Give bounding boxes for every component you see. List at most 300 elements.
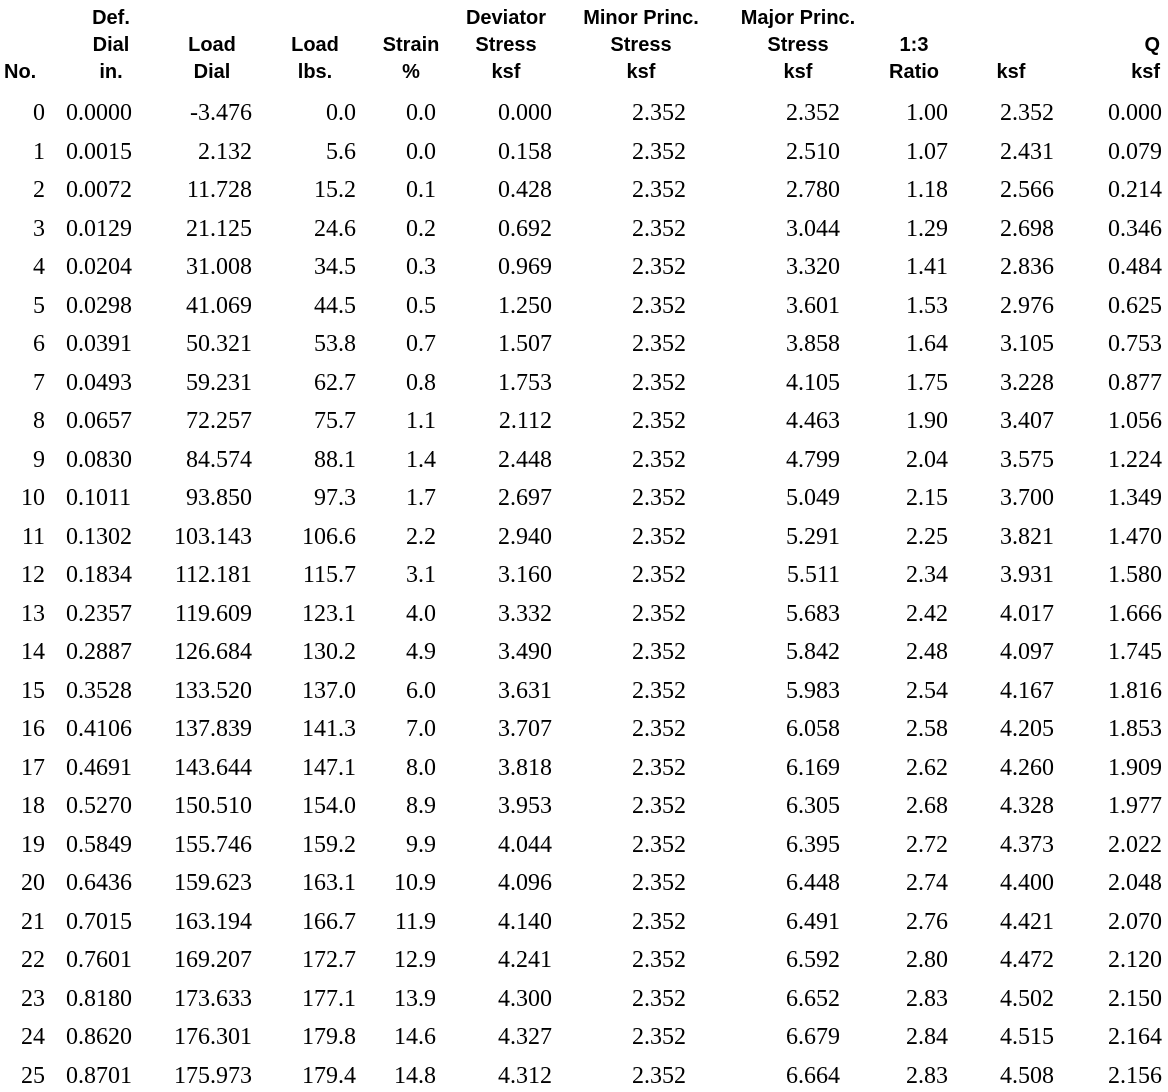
table-cell-ksf: 3.105 <box>1000 331 1054 357</box>
table-cell-strain: 1.4 <box>406 447 436 473</box>
table-cell-ksf: 3.700 <box>1000 485 1054 511</box>
table-cell-ksf: 2.431 <box>1000 139 1054 165</box>
table-cell-def-dial: 0.8701 <box>66 1063 132 1089</box>
table-cell-strain: 12.9 <box>394 947 436 973</box>
table-cell-def-dial: 0.8620 <box>66 1024 132 1050</box>
table-cell-ksf: 3.821 <box>1000 524 1054 550</box>
table-cell-deviator-stress: 2.448 <box>498 447 552 473</box>
table-cell-major-princ-stress: 6.305 <box>786 793 840 819</box>
column-header-def-dial-line-1: Def. <box>92 7 130 29</box>
table-cell-q: 1.745 <box>1108 639 1162 665</box>
table-cell-ratio: 1.18 <box>906 177 948 203</box>
table-cell-load-lbs: 179.4 <box>302 1063 356 1089</box>
table-cell-q: 0.214 <box>1108 177 1162 203</box>
table-cell-load-lbs: 75.7 <box>314 408 356 434</box>
table-cell-no: 22 <box>21 947 45 973</box>
table-cell-ratio: 2.25 <box>906 524 948 550</box>
table-cell-load-dial: 176.301 <box>174 1024 252 1050</box>
table-cell-load-dial: 143.644 <box>174 755 252 781</box>
column-header-no-line-3: No. <box>4 61 37 83</box>
table-cell-ksf: 4.017 <box>1000 601 1054 627</box>
table-cell-major-princ-stress: 5.049 <box>786 485 840 511</box>
table-cell-no: 11 <box>21 524 45 550</box>
table-cell-ratio: 2.54 <box>906 678 948 704</box>
table-cell-q: 0.877 <box>1108 370 1162 396</box>
table-cell-q: 1.580 <box>1108 562 1162 588</box>
table-cell-load-lbs: 0.0 <box>326 100 356 126</box>
table-cell-deviator-stress: 0.158 <box>498 139 552 165</box>
table-cell-ksf: 3.407 <box>1000 408 1054 434</box>
table-cell-ratio: 2.84 <box>906 1024 948 1050</box>
table-cell-major-princ-stress: 6.592 <box>786 947 840 973</box>
column-header-major-princ-stress-line-1: Major Princ. <box>740 7 856 29</box>
table-cell-load-dial: 133.520 <box>174 678 252 704</box>
table-cell-ksf: 3.931 <box>1000 562 1054 588</box>
table-cell-load-dial: 137.839 <box>174 716 252 742</box>
table-cell-def-dial: 0.0391 <box>66 331 132 357</box>
table-cell-load-lbs: 88.1 <box>314 447 356 473</box>
table-cell-load-dial: 103.143 <box>174 524 252 550</box>
table-cell-load-lbs: 172.7 <box>302 947 356 973</box>
table-cell-ratio: 1.75 <box>906 370 948 396</box>
table-cell-def-dial: 0.1011 <box>66 485 132 511</box>
table-cell-no: 2 <box>33 177 45 203</box>
table-cell-ratio: 1.64 <box>906 331 948 357</box>
table-cell-minor-princ-stress: 2.352 <box>632 678 686 704</box>
table-cell-strain: 10.9 <box>394 870 436 896</box>
table-cell-load-dial: 41.069 <box>186 293 252 319</box>
table-cell-minor-princ-stress: 2.352 <box>632 601 686 627</box>
table-cell-ksf: 4.328 <box>1000 793 1054 819</box>
table-cell-deviator-stress: 0.969 <box>498 254 552 280</box>
column-header-strain-line-3: % <box>402 61 420 83</box>
table-cell-q: 1.853 <box>1108 716 1162 742</box>
table-cell-ksf: 4.508 <box>1000 1063 1054 1089</box>
table-cell-def-dial: 0.8180 <box>66 986 132 1012</box>
column-header-load-lbs-line-2: Load <box>291 34 339 56</box>
table-cell-load-dial: 31.008 <box>186 254 252 280</box>
table-cell-load-lbs: 115.7 <box>302 562 356 588</box>
table-cell-def-dial: 0.3528 <box>66 678 132 704</box>
table-cell-q: 1.977 <box>1108 793 1162 819</box>
table-cell-no: 15 <box>21 678 45 704</box>
table-cell-load-dial: 72.257 <box>186 408 252 434</box>
table-cell-deviator-stress: 1.753 <box>498 370 552 396</box>
table-cell-strain: 0.3 <box>406 254 436 280</box>
column-header-load-dial-line-2: Load <box>188 34 236 56</box>
table-cell-strain: 13.9 <box>394 986 436 1012</box>
table-cell-def-dial: 0.5849 <box>66 832 132 858</box>
table-cell-deviator-stress: 2.112 <box>498 408 552 434</box>
table-cell-major-princ-stress: 5.511 <box>786 562 840 588</box>
table-cell-load-lbs: 137.0 <box>302 678 356 704</box>
table-cell-major-princ-stress: 3.601 <box>786 293 840 319</box>
table-cell-minor-princ-stress: 2.352 <box>632 370 686 396</box>
table-cell-no: 25 <box>21 1063 45 1089</box>
table-cell-q: 1.056 <box>1108 408 1162 434</box>
table-cell-ratio: 1.53 <box>906 293 948 319</box>
table-cell-ksf: 4.260 <box>1000 755 1054 781</box>
table-cell-q: 1.666 <box>1108 601 1162 627</box>
table-cell-ratio: 1.07 <box>906 139 948 165</box>
table-cell-ratio: 1.00 <box>906 100 948 126</box>
column-header-deviator-stress-line-2: Stress <box>475 34 537 56</box>
column-header-q-line-2: Q <box>1144 34 1160 56</box>
table-cell-deviator-stress: 3.631 <box>498 678 552 704</box>
table-cell-strain: 0.5 <box>406 293 436 319</box>
table-cell-no: 9 <box>33 447 45 473</box>
table-cell-q: 2.120 <box>1108 947 1162 973</box>
column-header-minor-princ-stress-line-2: Stress <box>610 34 672 56</box>
column-header-deviator-stress-line-3: ksf <box>491 61 521 83</box>
table-cell-minor-princ-stress: 2.352 <box>632 909 686 935</box>
table-cell-def-dial: 0.4691 <box>66 755 132 781</box>
table-cell-ksf: 4.515 <box>1000 1024 1054 1050</box>
table-cell-q: 2.156 <box>1108 1063 1162 1089</box>
table-cell-load-lbs: 5.6 <box>326 139 356 165</box>
table-cell-major-princ-stress: 4.799 <box>786 447 840 473</box>
table-cell-minor-princ-stress: 2.352 <box>632 254 686 280</box>
table-cell-no: 8 <box>33 408 45 434</box>
table-cell-ratio: 2.83 <box>906 986 948 1012</box>
table-cell-def-dial: 0.6436 <box>66 870 132 896</box>
table-cell-q: 1.224 <box>1108 447 1162 473</box>
table-cell-deviator-stress: 4.241 <box>498 947 552 973</box>
table-cell-no: 5 <box>33 293 45 319</box>
table-cell-load-lbs: 130.2 <box>302 639 356 665</box>
table-cell-def-dial: 0.2887 <box>66 639 132 665</box>
table-cell-q: 0.000 <box>1108 100 1162 126</box>
table-cell-strain: 1.7 <box>406 485 436 511</box>
table-cell-def-dial: 0.0072 <box>66 177 132 203</box>
table-cell-strain: 14.6 <box>394 1024 436 1050</box>
table-cell-major-princ-stress: 3.320 <box>786 254 840 280</box>
table-cell-deviator-stress: 0.428 <box>498 177 552 203</box>
column-header-ksf-line-3: ksf <box>996 61 1026 83</box>
table-cell-minor-princ-stress: 2.352 <box>632 447 686 473</box>
table-cell-deviator-stress: 4.044 <box>498 832 552 858</box>
table-cell-no: 1 <box>33 139 45 165</box>
table-cell-deviator-stress: 2.697 <box>498 485 552 511</box>
column-header-load-dial-line-3: Dial <box>193 61 231 83</box>
table-cell-load-dial: 173.633 <box>174 986 252 1012</box>
table-cell-ratio: 1.29 <box>906 216 948 242</box>
table-cell-minor-princ-stress: 2.352 <box>632 562 686 588</box>
table-cell-ksf: 2.976 <box>1000 293 1054 319</box>
table-cell-ratio: 2.58 <box>906 716 948 742</box>
table-cell-load-dial: 155.746 <box>174 832 252 858</box>
table-cell-load-lbs: 34.5 <box>314 254 356 280</box>
column-header-major-princ-stress-line-3: ksf <box>783 61 813 83</box>
column-header-minor-princ-stress-line-1: Minor Princ. <box>583 7 699 29</box>
table-cell-ratio: 2.34 <box>906 562 948 588</box>
table-cell-strain: 7.0 <box>406 716 436 742</box>
table-cell-load-dial: 2.132 <box>198 139 252 165</box>
table-cell-def-dial: 0.2357 <box>66 601 132 627</box>
column-header-def-dial-line-3: in. <box>99 61 123 83</box>
table-cell-ratio: 2.62 <box>906 755 948 781</box>
table-cell-deviator-stress: 3.332 <box>498 601 552 627</box>
table-cell-ksf: 4.421 <box>1000 909 1054 935</box>
table-cell-def-dial: 0.5270 <box>66 793 132 819</box>
table-cell-ratio: 2.74 <box>906 870 948 896</box>
table-cell-strain: 11.9 <box>394 909 436 935</box>
table-cell-ksf: 3.228 <box>1000 370 1054 396</box>
table-cell-def-dial: 0.7015 <box>66 909 132 935</box>
table-cell-no: 21 <box>21 909 45 935</box>
table-cell-minor-princ-stress: 2.352 <box>632 793 686 819</box>
table-cell-major-princ-stress: 6.169 <box>786 755 840 781</box>
table-cell-load-lbs: 24.6 <box>314 216 356 242</box>
table-cell-major-princ-stress: 6.491 <box>786 909 840 935</box>
table-cell-strain: 3.1 <box>406 562 436 588</box>
table-cell-load-lbs: 53.8 <box>314 331 356 357</box>
table-cell-minor-princ-stress: 2.352 <box>632 524 686 550</box>
column-header-ratio-line-3: Ratio <box>889 61 939 83</box>
table-cell-load-lbs: 97.3 <box>314 485 356 511</box>
table-cell-deviator-stress: 1.250 <box>498 293 552 319</box>
table-cell-minor-princ-stress: 2.352 <box>632 216 686 242</box>
table-cell-ksf: 4.097 <box>1000 639 1054 665</box>
table-cell-q: 0.484 <box>1108 254 1162 280</box>
table-cell-ratio: 2.48 <box>906 639 948 665</box>
table-cell-strain: 6.0 <box>406 678 436 704</box>
table-cell-strain: 0.1 <box>406 177 436 203</box>
table-cell-ratio: 2.83 <box>906 1063 948 1089</box>
table-cell-minor-princ-stress: 2.352 <box>632 177 686 203</box>
table-cell-strain: 9.9 <box>406 832 436 858</box>
table-cell-no: 6 <box>33 331 45 357</box>
table-cell-load-dial: 11.728 <box>186 177 252 203</box>
table-cell-major-princ-stress: 3.044 <box>786 216 840 242</box>
table-cell-deviator-stress: 1.507 <box>498 331 552 357</box>
table-cell-ksf: 4.502 <box>1000 986 1054 1012</box>
table-cell-minor-princ-stress: 2.352 <box>632 139 686 165</box>
table-cell-load-dial: -3.476 <box>190 100 252 126</box>
table-cell-minor-princ-stress: 2.352 <box>632 293 686 319</box>
table-cell-no: 18 <box>21 793 45 819</box>
table-cell-q: 1.470 <box>1108 524 1162 550</box>
table-cell-major-princ-stress: 5.683 <box>786 601 840 627</box>
table-cell-ksf: 2.698 <box>1000 216 1054 242</box>
table-cell-q: 0.346 <box>1108 216 1162 242</box>
table-cell-load-lbs: 163.1 <box>302 870 356 896</box>
table-cell-major-princ-stress: 5.842 <box>786 639 840 665</box>
table-cell-no: 13 <box>21 601 45 627</box>
table-cell-minor-princ-stress: 2.352 <box>632 100 686 126</box>
table-cell-minor-princ-stress: 2.352 <box>632 716 686 742</box>
table-cell-no: 23 <box>21 986 45 1012</box>
table-cell-load-lbs: 62.7 <box>314 370 356 396</box>
table-cell-def-dial: 0.0657 <box>66 408 132 434</box>
table-cell-strain: 0.7 <box>406 331 436 357</box>
table-cell-no: 16 <box>21 716 45 742</box>
table-cell-def-dial: 0.4106 <box>66 716 132 742</box>
table-cell-q: 2.070 <box>1108 909 1162 935</box>
table-cell-load-dial: 59.231 <box>186 370 252 396</box>
table-cell-minor-princ-stress: 2.352 <box>632 1024 686 1050</box>
table-cell-minor-princ-stress: 2.352 <box>632 1063 686 1089</box>
table-cell-load-dial: 93.850 <box>186 485 252 511</box>
table-cell-minor-princ-stress: 2.352 <box>632 331 686 357</box>
table-cell-no: 12 <box>21 562 45 588</box>
table-cell-ratio: 1.41 <box>906 254 948 280</box>
table-cell-load-dial: 119.609 <box>174 601 252 627</box>
table-cell-def-dial: 0.0493 <box>66 370 132 396</box>
table-cell-def-dial: 0.0000 <box>66 100 132 126</box>
table-cell-load-dial: 84.574 <box>186 447 252 473</box>
table-cell-ksf: 4.400 <box>1000 870 1054 896</box>
table-cell-def-dial: 0.1302 <box>66 524 132 550</box>
table-cell-strain: 4.0 <box>406 601 436 627</box>
table-cell-ksf: 4.373 <box>1000 832 1054 858</box>
table-cell-q: 1.909 <box>1108 755 1162 781</box>
column-header-ratio-line-2: 1:3 <box>899 34 929 56</box>
table-cell-major-princ-stress: 6.664 <box>786 1063 840 1089</box>
column-header-minor-princ-stress-line-3: ksf <box>626 61 656 83</box>
table-cell-load-dial: 150.510 <box>174 793 252 819</box>
table-cell-strain: 8.0 <box>406 755 436 781</box>
table-cell-ksf: 3.575 <box>1000 447 1054 473</box>
table-cell-ratio: 1.90 <box>906 408 948 434</box>
table-cell-no: 3 <box>33 216 45 242</box>
table-cell-def-dial: 0.0204 <box>66 254 132 280</box>
table-cell-load-lbs: 141.3 <box>302 716 356 742</box>
table-cell-deviator-stress: 4.140 <box>498 909 552 935</box>
table-cell-major-princ-stress: 3.858 <box>786 331 840 357</box>
table-cell-major-princ-stress: 4.105 <box>786 370 840 396</box>
table-cell-load-dial: 163.194 <box>174 909 252 935</box>
table-cell-q: 2.164 <box>1108 1024 1162 1050</box>
table-cell-major-princ-stress: 2.510 <box>786 139 840 165</box>
table-cell-load-dial: 169.207 <box>174 947 252 973</box>
table-cell-no: 0 <box>33 100 45 126</box>
table-cell-load-lbs: 154.0 <box>302 793 356 819</box>
table-cell-strain: 8.9 <box>406 793 436 819</box>
table-cell-strain: 0.0 <box>406 139 436 165</box>
table-cell-minor-princ-stress: 2.352 <box>632 755 686 781</box>
table-cell-no: 19 <box>21 832 45 858</box>
table-cell-major-princ-stress: 5.291 <box>786 524 840 550</box>
table-cell-ratio: 2.04 <box>906 447 948 473</box>
table-cell-strain: 0.2 <box>406 216 436 242</box>
table-cell-load-lbs: 179.8 <box>302 1024 356 1050</box>
table-cell-strain: 2.2 <box>406 524 436 550</box>
table-cell-strain: 0.8 <box>406 370 436 396</box>
table-cell-ksf: 4.472 <box>1000 947 1054 973</box>
table-cell-deviator-stress: 0.000 <box>498 100 552 126</box>
table-cell-strain: 14.8 <box>394 1063 436 1089</box>
table-cell-load-lbs: 123.1 <box>302 601 356 627</box>
table-cell-def-dial: 0.0015 <box>66 139 132 165</box>
table-cell-load-dial: 126.684 <box>174 639 252 665</box>
table-cell-no: 24 <box>21 1024 45 1050</box>
table-cell-ksf: 2.836 <box>1000 254 1054 280</box>
table-cell-ksf: 4.205 <box>1000 716 1054 742</box>
table-cell-no: 20 <box>21 870 45 896</box>
table-cell-q: 0.753 <box>1108 331 1162 357</box>
table-cell-load-lbs: 159.2 <box>302 832 356 858</box>
table-cell-no: 10 <box>21 485 45 511</box>
column-header-def-dial-line-2: Dial <box>92 34 130 56</box>
table-cell-load-lbs: 15.2 <box>314 177 356 203</box>
table-cell-def-dial: 0.0298 <box>66 293 132 319</box>
table-cell-q: 1.816 <box>1108 678 1162 704</box>
table-cell-deviator-stress: 2.940 <box>498 524 552 550</box>
table-cell-ratio: 2.42 <box>906 601 948 627</box>
table-cell-ratio: 2.15 <box>906 485 948 511</box>
table-cell-ratio: 2.80 <box>906 947 948 973</box>
table-cell-ksf: 2.352 <box>1000 100 1054 126</box>
table-cell-major-princ-stress: 5.983 <box>786 678 840 704</box>
table-cell-deviator-stress: 4.096 <box>498 870 552 896</box>
table-cell-q: 0.079 <box>1108 139 1162 165</box>
table-cell-minor-princ-stress: 2.352 <box>632 639 686 665</box>
table-cell-load-lbs: 166.7 <box>302 909 356 935</box>
table-cell-q: 2.022 <box>1108 832 1162 858</box>
table-cell-def-dial: 0.0129 <box>66 216 132 242</box>
table-cell-load-dial: 175.973 <box>174 1063 252 1089</box>
column-header-deviator-stress-line-1: Deviator <box>465 7 547 29</box>
table-cell-no: 14 <box>21 639 45 665</box>
table-cell-deviator-stress: 3.818 <box>498 755 552 781</box>
table-cell-deviator-stress: 0.692 <box>498 216 552 242</box>
table-cell-load-lbs: 44.5 <box>314 293 356 319</box>
table-cell-q: 2.048 <box>1108 870 1162 896</box>
table-cell-deviator-stress: 3.490 <box>498 639 552 665</box>
table-cell-minor-princ-stress: 2.352 <box>632 986 686 1012</box>
column-header-load-lbs-line-3: lbs. <box>297 61 333 83</box>
table-cell-load-dial: 112.181 <box>174 562 252 588</box>
table-cell-def-dial: 0.1834 <box>66 562 132 588</box>
table-cell-deviator-stress: 3.160 <box>498 562 552 588</box>
table-cell-minor-princ-stress: 2.352 <box>632 870 686 896</box>
column-header-strain-line-2: Strain <box>382 34 440 56</box>
table-cell-load-dial: 21.125 <box>186 216 252 242</box>
table-cell-load-dial: 50.321 <box>186 331 252 357</box>
table-cell-ratio: 2.72 <box>906 832 948 858</box>
table-cell-deviator-stress: 4.312 <box>498 1063 552 1089</box>
table-cell-major-princ-stress: 2.780 <box>786 177 840 203</box>
table-cell-minor-princ-stress: 2.352 <box>632 832 686 858</box>
table-cell-deviator-stress: 4.327 <box>498 1024 552 1050</box>
table-cell-q: 0.625 <box>1108 293 1162 319</box>
table-cell-strain: 4.9 <box>406 639 436 665</box>
table-cell-deviator-stress: 3.953 <box>498 793 552 819</box>
table-cell-ksf: 2.566 <box>1000 177 1054 203</box>
table-cell-deviator-stress: 4.300 <box>498 986 552 1012</box>
column-header-major-princ-stress-line-2: Stress <box>767 34 829 56</box>
table-cell-major-princ-stress: 4.463 <box>786 408 840 434</box>
table-cell-major-princ-stress: 6.652 <box>786 986 840 1012</box>
table-cell-minor-princ-stress: 2.352 <box>632 947 686 973</box>
table-cell-strain: 1.1 <box>406 408 436 434</box>
table-cell-ratio: 2.68 <box>906 793 948 819</box>
table-cell-no: 17 <box>21 755 45 781</box>
table-cell-load-lbs: 177.1 <box>302 986 356 1012</box>
column-header-q-line-3: ksf <box>1131 61 1160 83</box>
table-cell-minor-princ-stress: 2.352 <box>632 485 686 511</box>
table-cell-def-dial: 0.7601 <box>66 947 132 973</box>
table-cell-q: 2.150 <box>1108 986 1162 1012</box>
table-cell-load-lbs: 147.1 <box>302 755 356 781</box>
table-cell-major-princ-stress: 6.679 <box>786 1024 840 1050</box>
table-cell-strain: 0.0 <box>406 100 436 126</box>
table-cell-major-princ-stress: 6.395 <box>786 832 840 858</box>
table-cell-major-princ-stress: 2.352 <box>786 100 840 126</box>
table-cell-q: 1.349 <box>1108 485 1162 511</box>
table-cell-ratio: 2.76 <box>906 909 948 935</box>
